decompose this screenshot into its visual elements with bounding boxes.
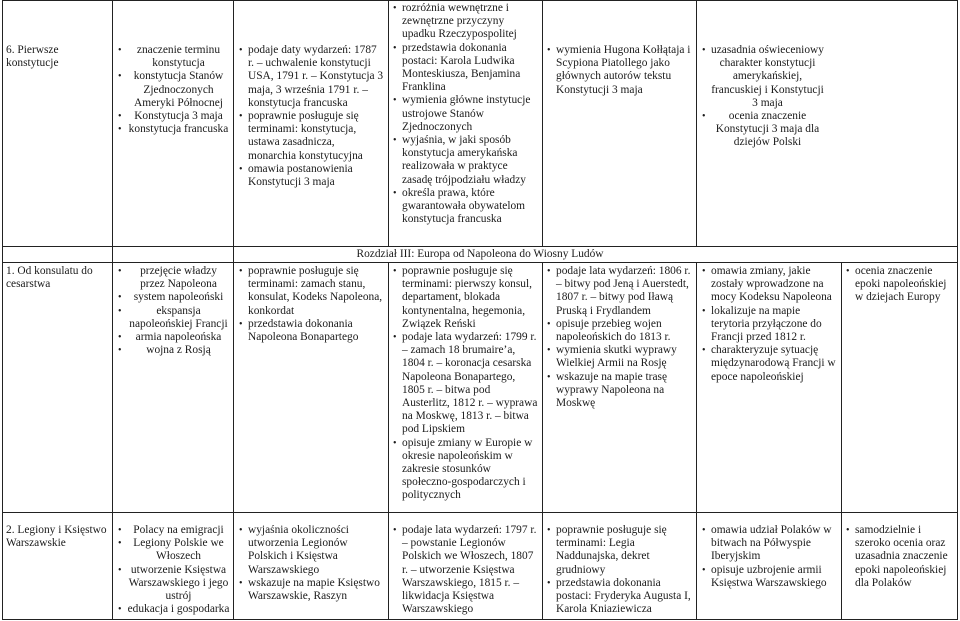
list-item: • wyjaśnia, w jaki sposób konstytucja amerykańska realizowała w praktyce zasadę trójpodziału władzy xyxy=(393,134,539,187)
row-divider xyxy=(2,512,958,513)
table-border-top xyxy=(2,0,958,1)
list-item: • omawia zmiany, jakie zostały wprowadzone na mocy Kodeksu Napoleona xyxy=(702,265,837,305)
list-item: • ocenia znaczenie epoki napoleońskiej w dziejach Europy xyxy=(846,265,954,305)
list-item: • Legiony Polskie we Włoszech xyxy=(118,537,230,563)
list-item: • podaje lata wydarzeń: 1799 r. – zamach 18 brumaire’a, 1804 r. – koronacja cesarska Napoleona Bonapartego, 1805 r. – bitwa pod Austerlitz, 1812 r. – wyprawa na Moskwę, 1813 r. – bitwa pod Lipskiem xyxy=(393,331,539,437)
list-item: • Konstytucja 3 maja xyxy=(118,110,230,123)
requirements-cell xyxy=(702,524,837,590)
column-divider xyxy=(388,0,389,246)
column-divider xyxy=(696,262,697,620)
list-item: • konstytucja francuska xyxy=(118,123,230,136)
list-item: • wskazuje na mapie trasę wyprawy Napoleona na Moskwę xyxy=(547,371,692,411)
curriculum-table xyxy=(2,0,958,620)
list-item: • przedstawia dokonania postaci: Karola Ludwika Monteskiusza, Benjamina Franklina xyxy=(393,42,539,95)
topic-title: 2. Legiony i Księstwo Warszawskie xyxy=(6,524,107,550)
list-item: • charakteryzuje sytuację międzynarodową Francji w epoce napoleońskiej xyxy=(702,344,837,384)
column-divider xyxy=(841,262,842,620)
list-item: • opisuje zmiany w Europie w okresie napoleońskim w zakresie stosunków społeczno-gospodarczych i politycznych xyxy=(393,437,539,503)
column-divider xyxy=(233,0,234,620)
list-item: • omawia udział Polaków w bitwach na Półwyspie Iberyjskim xyxy=(702,524,837,564)
list-item: • poprawnie posługuje się terminami: pierwszy konsul, departament, blokada kontynentalna, hegemonia, Związek Reński xyxy=(393,265,539,331)
requirements-cell xyxy=(547,265,692,410)
column-divider xyxy=(542,0,543,246)
requirements-cell xyxy=(547,524,692,616)
list-item: • wojna z Rosją xyxy=(118,344,230,357)
requirements-cell xyxy=(846,265,954,305)
list-item: • znaczenie terminu konstytucja xyxy=(118,44,230,70)
list-item: • przejęcie władzy przez Napoleona xyxy=(118,265,230,291)
row-divider xyxy=(2,262,958,263)
column-divider xyxy=(388,262,389,620)
requirements-cell xyxy=(547,44,692,97)
table-border-bottom xyxy=(2,619,958,620)
list-item: • uzasadnia oświeceniowy charakter konstytucji amerykańskiej, francuskiej i Konstytucji 3 maja xyxy=(702,44,824,110)
content-list xyxy=(118,44,230,136)
requirements-cell xyxy=(702,265,837,384)
topic-title: 1. Od konsulatu do cesarstwa xyxy=(6,265,93,291)
requirements-cell xyxy=(846,524,954,590)
list-item: • wymienia Hugona Kołłątaja i Scypiona Piatollego jako głównych autorów tekstu Konstytucji 3 maja xyxy=(547,44,692,97)
topic-cell xyxy=(3,265,113,291)
table-border-right xyxy=(957,0,958,620)
list-item: • przedstawia dokonania postaci: Fryderyka Augusta I, Karola Kniaziewicza xyxy=(547,577,692,617)
list-item: • armia napoleońska xyxy=(118,331,230,344)
list-item: • rozróżnia wewnętrzne i zewnętrzne przyczyny upadku Rzeczypospolitej xyxy=(393,2,539,42)
topic-title: 6. Pierwsze konstytucje xyxy=(6,44,59,70)
content-cell xyxy=(118,524,230,616)
list-item: • system napoleoński xyxy=(118,291,230,304)
topic-cell xyxy=(3,524,113,550)
requirements-cell xyxy=(393,2,539,226)
requirements-cell xyxy=(239,44,384,189)
column-divider xyxy=(542,262,543,620)
list-item: • podaje daty wydarzeń: 1787 r. – uchwalenie konstytucji USA, 1791 r. – Konstytucja 3 maja, 3 września 1791 r. – konstytucja francuska xyxy=(239,44,384,110)
list-item: • wyjaśnia okoliczności utworzenia Legionów Polskich i Księstwa Warszawskiego xyxy=(239,524,384,577)
list-item: • określa prawa, które gwarantowała obywatelom konstytucja francuska xyxy=(393,187,539,227)
list-item: • samodzielnie i szeroko ocenia oraz uzasadnia znaczenie epoki napoleońskiej dla Polaków xyxy=(846,524,954,590)
requirements-cell xyxy=(239,265,384,344)
column-divider xyxy=(696,0,697,246)
list-item: • lokalizuje na mapie terytoria przyłączone do Francji przed 1812 r. xyxy=(702,305,837,345)
content-cell xyxy=(118,44,230,136)
list-item: • wymienia główne instytucje ustrojowe Stanów Zjednoczonych xyxy=(393,94,539,134)
list-item: • przedstawia dokonania Napoleona Bonapartego xyxy=(239,318,384,344)
requirements-cell xyxy=(393,265,539,503)
list-item: • opisuje uzbrojenie armii Księstwa Warszawskiego xyxy=(702,564,837,590)
list-item: • podaje lata wydarzeń: 1797 r. – powstanie Legionów Polskich we Włoszech, 1807 r. – utworzenie Księstwa Warszawskiego, 1815 r. – likwidacja Księstwa Warszawskiego xyxy=(393,524,539,616)
list-item: • ocenia znaczenie Konstytucji 3 maja dla dziejów Polski xyxy=(702,110,824,150)
list-item: • poprawnie posługuje się terminami: Legia Naddunajska, dekret grudniowy xyxy=(547,524,692,577)
list-item: • edukacja i gospodarka xyxy=(118,603,230,616)
list-item: • wymienia skutki wyprawy Wielkiej Armii na Rosję xyxy=(547,344,692,370)
list-item: • Polacy na emigracji xyxy=(118,524,230,537)
list-item: • omawia postanowienia Konstytucji 3 maja xyxy=(239,163,384,189)
row-divider xyxy=(2,246,958,247)
requirements-cell xyxy=(239,524,384,603)
content-cell xyxy=(118,265,230,357)
list-item: • poprawnie posługuje się terminami: konstytucja, ustawa zasadnicza, monarchia konstytucyjna xyxy=(239,110,384,163)
requirements-cell xyxy=(393,524,539,616)
section-header: Rozdział III: Europa od Napoleona do Wiosny Ludów xyxy=(356,248,604,260)
requirements-cell xyxy=(702,44,953,150)
list-item: • podaje lata wydarzeń: 1806 r. – bitwy pod Jeną i Auerstedt, 1807 r. – bitwy pod Iławą Pruską i Frydlandem xyxy=(547,265,692,318)
list-item: • opisuje przebieg wojen napoleońskich do 1813 r. xyxy=(547,318,692,344)
list-item: • wskazuje na mapie Księstwo Warszawskie, Raszyn xyxy=(239,577,384,603)
list-item: • konstytucja Stanów Zjednoczonych Ameryki Północnej xyxy=(118,70,230,110)
list-item: • ekspansja napoleońskiej Francji xyxy=(118,305,230,331)
list-item: • utworzenie Księstwa Warszawskiego i jego ustrój xyxy=(118,564,230,604)
topic-cell xyxy=(3,44,113,70)
list-item: • poprawnie posługuje się terminami: zamach stanu, konsulat, Kodeks Napoleona, konkordat xyxy=(239,265,384,318)
